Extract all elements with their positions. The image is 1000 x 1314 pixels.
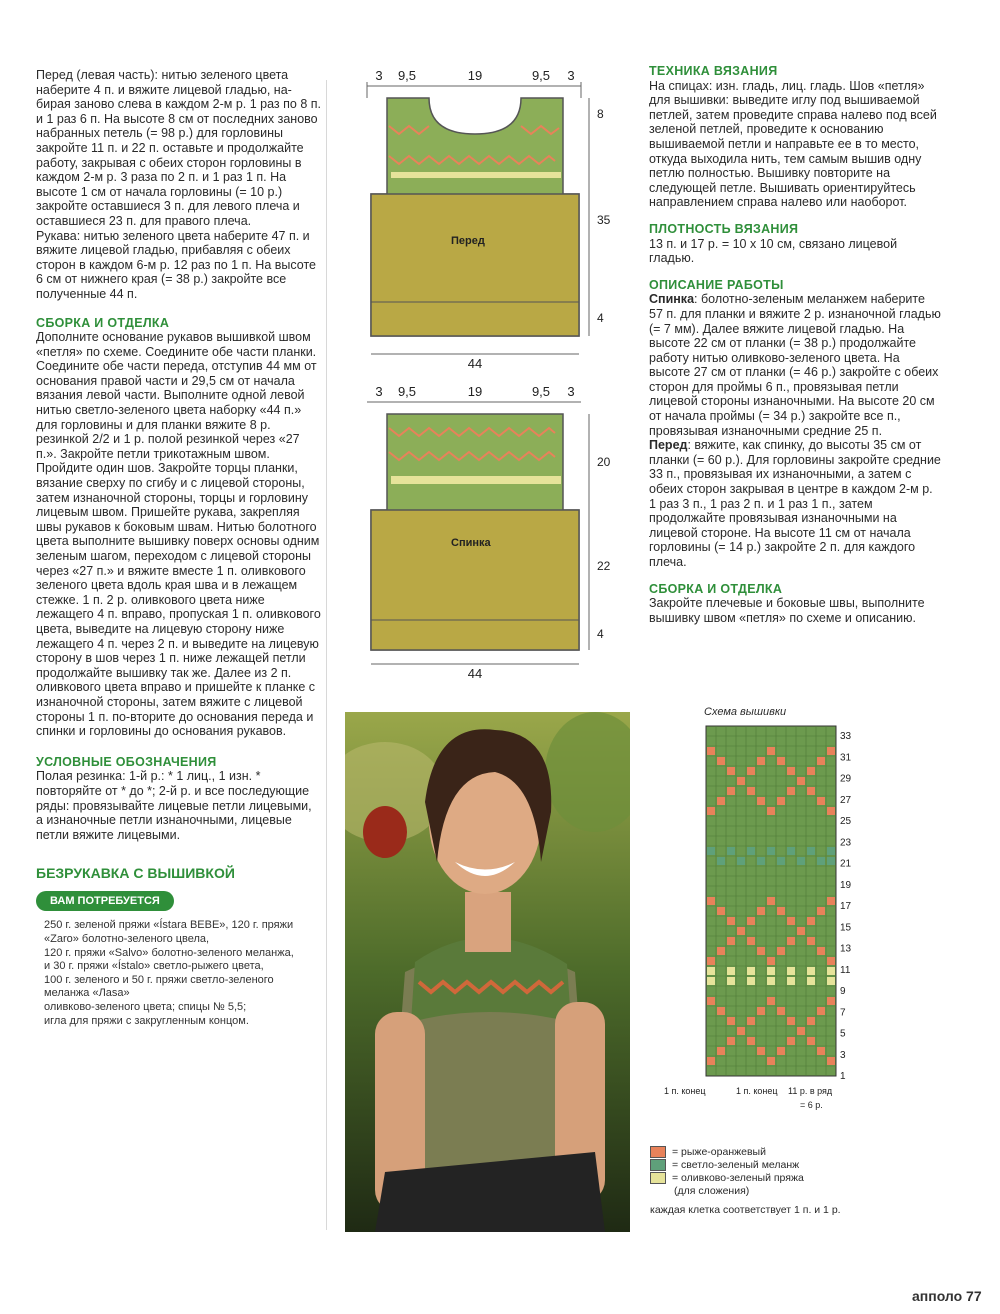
chart-stitch-orange: [727, 1037, 735, 1045]
chart-stitch-orange: [777, 1047, 785, 1055]
dim-top-4: 9,5: [531, 384, 551, 399]
chart-stitch-orange: [757, 757, 765, 765]
legend-item: (для сложения): [674, 1185, 750, 1197]
chart-stitch-orange: [777, 907, 785, 915]
dim-top-1: 3: [375, 384, 383, 399]
dim-top-3: 19: [467, 384, 483, 399]
chart-stitch-green: [727, 847, 735, 855]
chart-stitch-olive: [707, 967, 715, 975]
olive-swatch-icon: [650, 1172, 666, 1184]
chart-stitch-orange: [717, 1047, 725, 1055]
materials-item: 100 г. зеленого и 50 г. пряжи светло-зеленого меланжа «Лаsa»: [44, 973, 274, 1000]
chart-row-number: 31: [840, 752, 852, 764]
chart-row-number: 29: [840, 773, 852, 785]
chart-stitch-orange: [807, 1017, 815, 1025]
chart-stitch-orange: [737, 927, 745, 935]
chart-row-number: 5: [840, 1028, 846, 1040]
chart-row-number: 7: [840, 1007, 846, 1019]
article-title: БЕЗРУКАВКА С ВЫШИВКОЙ: [36, 865, 235, 882]
chart-stitch-orange: [777, 1007, 785, 1015]
right-column: [649, 64, 941, 625]
chart-stitch-orange: [827, 897, 835, 905]
chart-stitch-orange: [707, 997, 715, 1005]
technique-heading: ТЕХНИКА ВЯЗАНИЯ: [649, 64, 778, 78]
chart-stitch-green: [817, 857, 825, 865]
legend-item: [650, 1146, 910, 1159]
chart-row-number: 23: [840, 837, 852, 849]
chart-stitch-orange: [747, 917, 755, 925]
assembly-heading: СБОРКА И ОТДЕЛКА: [36, 315, 170, 330]
chart-stitch-orange: [727, 787, 735, 795]
chart-stitch-orange: [807, 937, 815, 945]
chart-bottom-label-2: 1 п. конец: [736, 1086, 778, 1096]
chart-stitch-orange: [807, 787, 815, 795]
chart-stitch-green: [767, 847, 775, 855]
chart-row-number: 9: [840, 986, 846, 997]
chart-stitch-orange: [717, 907, 725, 915]
chart-stitch-orange: [787, 1037, 795, 1045]
assembly-text: Дополните основание рукавов вышивкой швом «петля» по схеме. Соедините обе части планки. Соедините обе части переда, отступив 44 мм от основания правой части и 29,5 см от начала вязания левой части. Выполните одной левой нитью светло-зеленого цвета наборку «44 п.» для горловины и для планки вяжите 8 р. резинкой 2/2 и 1 р. полой резинкой через «27 п.». Закройте петли трикотажным швом. Пройдите один шов. Закройте торцы планки, вязание сверху по сгибу и с лицевой стороны, затем изнаночной стороны, торцы и горловину лицевым швом. Пришейте рукава, закрепляя швы рукавов к боковым швам. Нитью болотного цвета выполните вышивку поверх основы одним зеленым шагом, переходом с лицевой стороны через «27 п.» и вяжите вместе 1 п. оливкового зеленого цвета вдоль края шва и в лежащем стежке. 1 п. 2 р. оливкового цвета ниже лежащего 4 п. вправо, пропуская 1 п. оливкового цвета, выведите на лицевую сторону ниже лежащего 4 п. через 2 п. и выведите на лицевую сторону в шов через 1 п. ниже лежащей петли продолжайте вышивку так же. Далее из 2 п. оливкового цвета вправо и пришейте к планке с изнаночной стороны, затем вяжите с лицевой стороны 1 п. по-вторите до основания переда и спинки и горловины до основания рукавов.: [36, 330, 321, 739]
chart-stitch-olive: [807, 977, 815, 985]
back-instructions: [649, 292, 941, 438]
materials-item: оливково-зеленого цвета; спицы № 5,5;: [44, 1001, 247, 1014]
assembly-text-right: Закройте плечевые и боковые швы, выполните вышивку швом «петля» по схеме и описанию.: [649, 596, 925, 625]
legend-label: = рыже-оранжевый: [672, 1146, 766, 1158]
chart-row-number: 25: [840, 816, 852, 827]
chart-stitch-orange: [747, 787, 755, 795]
dim-right-3: 4: [597, 311, 604, 325]
chart-stitch-orange: [747, 1017, 755, 1025]
page-footer: апполо 77: [912, 1288, 982, 1304]
chart-stitch-olive: [827, 967, 835, 975]
chart-stitch-orange: [767, 897, 775, 905]
legend-item: [650, 1172, 910, 1185]
materials-item: игла для пряжи с закругленным концом.: [44, 1014, 249, 1027]
chart-row-number: 3: [840, 1049, 846, 1061]
dim-right-3: 4: [597, 627, 604, 641]
back-instructions-text: : болотно-зеленым меланжем наберите 57 п. для планки и вяжите 2 р. изнаночной гладью (= 7 мм). Далее вяжите лицевой гладью. На высоте 22 см от планки (= 38 р.) продолжайте работу нитью оливково-зеленого цвета. На высоте 27 см от планки (= 46 р.) закройте с обеих сторон для проймы 6 п., провязывая петли лицевой стороны изнаночными. На высоте 20 см от начала проймы (= 34 р.) закройте все п., провязывая изнаночными средние 25 п.: [649, 292, 941, 438]
chart-stitch-orange: [787, 767, 795, 775]
chart-stitch-olive: [727, 967, 735, 975]
back-dots-band: [391, 476, 561, 484]
chart-stitch-orange: [727, 937, 735, 945]
chart-stitch-green: [827, 857, 835, 865]
orange-swatch-icon: [650, 1146, 666, 1158]
chart-row-number: 19: [840, 879, 852, 891]
chart-stitch-orange: [827, 1057, 835, 1065]
assembly-heading-right: СБОРКА И ОТДЕЛКА: [649, 581, 783, 596]
chart-bottom-label-1: 1 п. конец: [664, 1086, 706, 1096]
embroidery-chart: [660, 722, 880, 1114]
chart-stitch-olive: [767, 967, 775, 975]
green-swatch-icon: [650, 1159, 666, 1171]
chart-stitch-green: [787, 847, 795, 855]
chart-stitch-orange: [817, 947, 825, 955]
chart-stitch-orange: [777, 947, 785, 955]
chart-stitch-orange: [827, 807, 835, 815]
chart-stitch-green: [707, 847, 715, 855]
chart-stitch-orange: [797, 777, 805, 785]
chart-stitch-orange: [767, 747, 775, 755]
chart-stitch-orange: [787, 917, 795, 925]
chart-bottom-label-3: 11 р. в ряд: [788, 1086, 833, 1096]
chart-stitch-olive: [827, 977, 835, 985]
chart-stitch-olive: [707, 977, 715, 985]
chart-stitch-orange: [757, 907, 765, 915]
chart-stitch-orange: [817, 1047, 825, 1055]
chart-row-number: 1: [840, 1071, 846, 1082]
chart-stitch-olive: [807, 967, 815, 975]
chart-stitch-green: [797, 857, 805, 865]
chart-stitch-orange: [827, 957, 835, 965]
chart-row-number: 33: [840, 731, 852, 742]
chart-stitch-olive: [787, 977, 795, 985]
chart-stitch-orange: [777, 797, 785, 805]
chart-legend: [650, 1146, 910, 1217]
chart-stitch-orange: [727, 767, 735, 775]
chart-stitch-orange: [757, 1047, 765, 1055]
chart-row-number: 21: [840, 858, 852, 870]
back-width: 44: [467, 666, 483, 680]
dim-top-5: 3: [567, 384, 575, 399]
legend-label: = оливково-зеленый пряжа: [672, 1172, 804, 1184]
dim-top-5: 3: [567, 68, 575, 83]
chart-row-number: 11: [840, 964, 851, 976]
chart-stitch-orange: [737, 1027, 745, 1035]
chart-stitch-orange: [777, 757, 785, 765]
left-column: [36, 68, 322, 1028]
chart-stitch-orange: [727, 917, 735, 925]
chart-stitch-orange: [767, 1057, 775, 1065]
back-instructions-label: Спинка: [649, 292, 695, 307]
chart-stitch-olive: [747, 967, 755, 975]
back-shape-body: [371, 510, 579, 650]
chart-row-number: 17: [840, 901, 852, 912]
chart-stitch-orange: [747, 1037, 755, 1045]
chart-stitch-orange: [747, 937, 755, 945]
chart-stitch-orange: [707, 1057, 715, 1065]
chart-stitch-orange: [827, 747, 835, 755]
chart-stitch-orange: [717, 757, 725, 765]
chart-stitch-green: [737, 857, 745, 865]
chart-stitch-olive: [747, 977, 755, 985]
symbols-text: Полая резинка: 1-й р.: * 1 лиц., 1 изн. * повторяйте от * до *; 2-й р. и все последующие ряды: провязывайте лицевые петли лицевыми, а изнаночные петли изнаночными, лицевые петли вяжите лицевыми.: [36, 769, 312, 842]
chart-stitch-orange: [757, 797, 765, 805]
dim-top-2: 9,5: [397, 384, 417, 399]
chart-stitch-green: [747, 847, 755, 855]
chart-stitch-orange: [807, 917, 815, 925]
front-instructions-label: Перед: [649, 438, 688, 453]
back-label: Спинка: [451, 537, 491, 549]
front-instructions-text: : вяжите, как спинку, до высоты 35 см от планки (= 60 р.). Для горловины закройте средние 33 п., провязывая их изнаночными, а затем с обеих сторон закрывая в центре в каждом 2-м р. 1 раз 3 п., 1 раз 2 п. и 1 раз 1 п., затем продолжайте провязывая изнаночными на лицевой стороне. На высоте 11 см от начала горловины (= 14 р.) закройте 2 п. для каждого плеча.: [649, 438, 941, 569]
chart-stitch-orange: [807, 1037, 815, 1045]
chart-stitch-orange: [767, 997, 775, 1005]
chart-stitch-olive: [767, 977, 775, 985]
chart-stitch-orange: [717, 797, 725, 805]
front-dots-band: [391, 172, 561, 178]
materials-list: [44, 919, 322, 1028]
density-text: 13 п. и 17 р. = 10 x 10 см, связано лицевой гладью.: [649, 236, 898, 266]
chart-stitch-orange: [807, 767, 815, 775]
chart-row-number: 27: [840, 794, 852, 806]
chart-stitch-orange: [707, 957, 715, 965]
legend-label: = светло-зеленый меланж: [672, 1159, 800, 1171]
chart-row-number: 15: [840, 922, 852, 934]
materials-item: и 30 г. пряжи «Ístalo» светло-рыжего цвета,: [44, 960, 264, 973]
technique-text: На спицах: изн. гладь, лиц. гладь. Шов «петля» для вышивки: выведите иглу под вышиваемой петлей, затем проведите справа налево под всей зеленой петлей, проведите к основанию вышиваемой петли и направьте ее в то место, откуда выходила нить, тем самым вышив одну петлю полностью. Вышивку повторите на следующей петле. Вышивать ориентируйтесь направлением справа налево или наоборот.: [649, 78, 937, 210]
column-divider: [326, 80, 327, 1230]
chart-stitch-orange: [757, 947, 765, 955]
materials-pill: ВАМ ПОТРЕБУЕТСЯ: [36, 891, 174, 912]
density-heading: ПЛОТНОСТЬ ВЯЗАНИЯ: [649, 221, 799, 236]
front-label: Перед: [451, 235, 485, 247]
work-heading: ОПИСАНИЕ РАБОТЫ: [649, 277, 784, 292]
front-width: 44: [467, 356, 483, 371]
legend-note: каждая клетка соответствует 1 п. и 1 р.: [650, 1204, 841, 1216]
chart-bottom-label-4: = 6 р.: [800, 1100, 823, 1110]
front-pattern-diagram: [345, 64, 635, 374]
chart-stitch-orange: [707, 897, 715, 905]
chart-stitch-orange: [767, 957, 775, 965]
dim-top-4: 9,5: [531, 68, 551, 83]
chart-stitch-orange: [737, 777, 745, 785]
chart-stitch-orange: [717, 1007, 725, 1015]
chart-stitch-orange: [727, 1017, 735, 1025]
chart-stitch-orange: [707, 807, 715, 815]
sleeves-text: Рукава: нитью зеленого цвета наберите 47 п. и вяжите лицевой гладью, прибавляя с обеих сторон в каждом 6-м р. 12 раз по 1 п. На высоте 6 см от нижнего края (= 38 р.) закройте все полученные 44 п.: [36, 228, 316, 301]
dim-top-2: 9,5: [397, 68, 417, 83]
chart-stitch-orange: [797, 927, 805, 935]
chart-stitch-orange: [817, 757, 825, 765]
chart-stitch-orange: [787, 787, 795, 795]
chart-stitch-orange: [787, 1017, 795, 1025]
chart-stitch-orange: [787, 937, 795, 945]
chart-stitch-green: [757, 857, 765, 865]
model-photo: [345, 712, 630, 1232]
materials-item: 120 г. пряжи «Salvo» болотно-зеленого меланжа,: [44, 946, 294, 959]
chart-stitch-green: [717, 857, 725, 865]
chart-stitch-orange: [717, 947, 725, 955]
chart-title: Схема вышивки: [704, 706, 787, 718]
chart-stitch-olive: [727, 977, 735, 985]
legend-item: [650, 1159, 910, 1172]
materials-item: 250 г. зеленой пряжи «Ístara BEBE», 120 г. пряжи «Zaro» болотно-зеленого цвела,: [44, 919, 294, 946]
front-shape-body: [371, 194, 579, 336]
dim-right-2: 35: [597, 213, 611, 227]
dim-right-2: 22: [597, 559, 611, 573]
symbols-heading: УСЛОВНЫЕ ОБОЗНАЧЕНИЯ: [36, 754, 217, 769]
chart-stitch-green: [807, 847, 815, 855]
chart-stitch-orange: [747, 767, 755, 775]
dim-right-1: 20: [597, 455, 611, 469]
chart-stitch-orange: [817, 907, 825, 915]
back-pattern-diagram: [345, 380, 635, 680]
dim-top-1: 3: [375, 68, 383, 83]
chart-stitch-orange: [767, 807, 775, 815]
chart-stitch-green: [777, 857, 785, 865]
chart-stitch-orange: [757, 1007, 765, 1015]
chart-stitch-orange: [707, 747, 715, 755]
chart-stitch-olive: [787, 967, 795, 975]
chart-stitch-orange: [827, 997, 835, 1005]
chart-stitch-green: [827, 847, 835, 855]
chart-stitch-orange: [797, 1027, 805, 1035]
chart-stitch-orange: [817, 1007, 825, 1015]
front-instructions: [649, 438, 941, 569]
dim-right-1: 8: [597, 107, 604, 121]
chart-row-number: 13: [840, 943, 852, 955]
dim-top-3: 19: [467, 68, 483, 83]
chart-stitch-orange: [817, 797, 825, 805]
front-left-text: Перед (левая часть): нитью зеленого цвета наберите 4 п. и вяжите лицевой гладью, на-бирая заново слева в каждом 2-м р. 1 раз по 8 п. и 1 раз 6 п. На высоте 8 см от последних заново набранных петель (= 98 р.) для горловины закройте 11 п. и 22 п. оставьте и продолжайте работу, закрывая с обеих сторон горловины в каждом 2-м р. 3 раза по 2 п. и 1 раз 1 п. На высоте 1 см от начала горловины (= 10 р.) закройте оставшиеся 3 п. для левого плеча и оставшиеся 23 п. для правого плеча.: [36, 68, 321, 228]
